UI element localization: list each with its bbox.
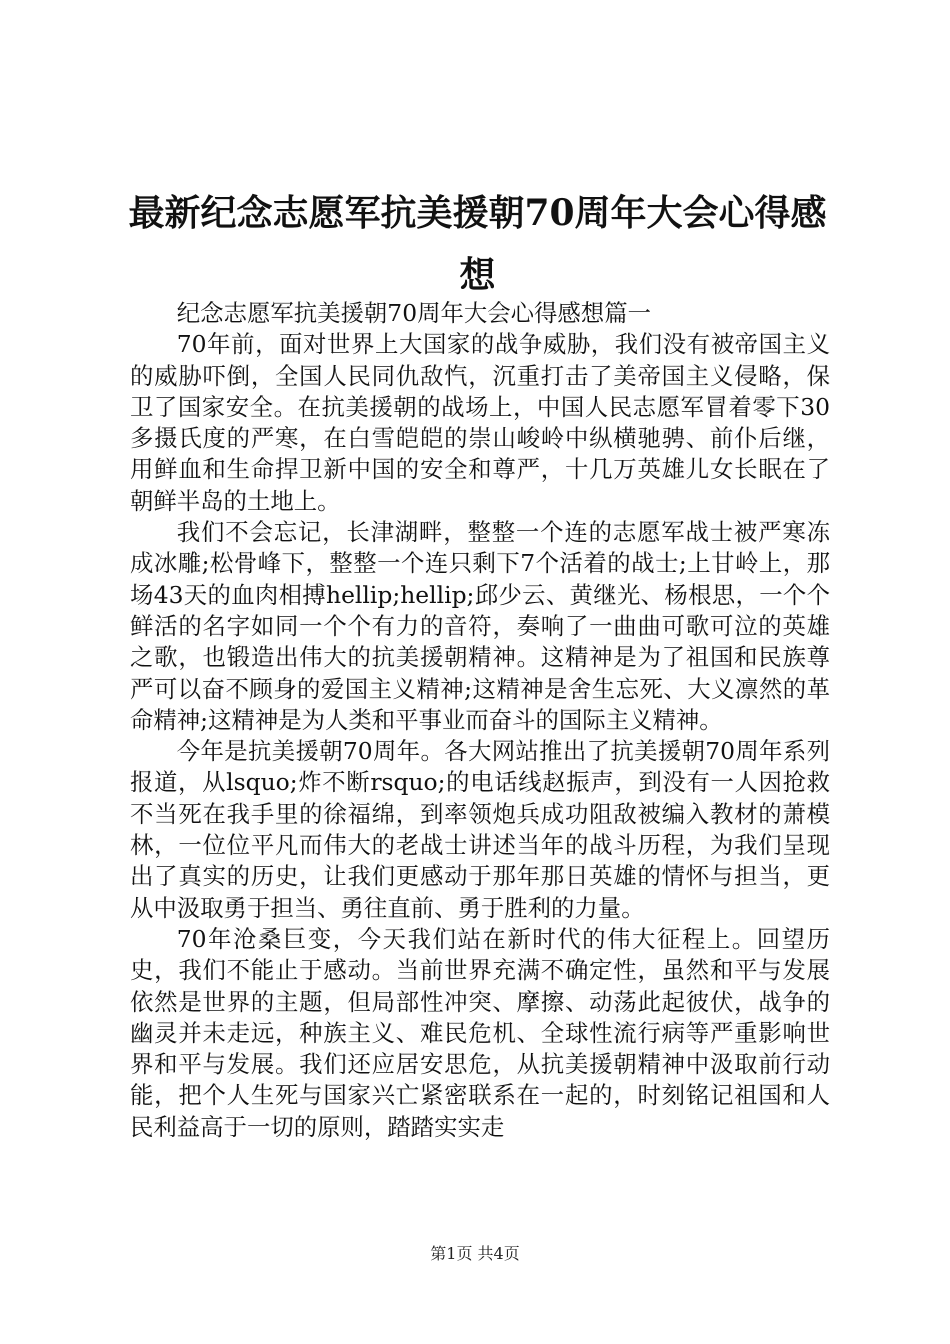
document-title: 最新纪念志愿军抗美援朝70周年大会心得感想 (128, 192, 827, 296)
section-heading: 纪念志愿军抗美援朝70周年大会心得感想篇一 (176, 299, 651, 327)
document-body (130, 298, 830, 1143)
body-paragraph: 70年沧桑巨变，今天我们站在新时代的伟大征程上。回望历史，我们不能止于感动。当前世界充满不确定性，虽然和平与发展依然是世界的主题，但局部性冲突、摩擦、动荡此起彼伏，战争的幽灵并未走远，种族主义、难民危机、全球性流行病等严重影响世界和平与发展。我们还应居安思危，从抗美援朝精神中汲取前行动能，把个人生死与国家兴亡紧密联系在一起的，时刻铭记祖国和人民利益高于一切的原则，踏踏实实走 (130, 924, 830, 1141)
body-paragraph: 今年是抗美援朝70周年。各大网站推出了抗美援朝70周年系列报道，从lsquo;炸不断rsquo;的电话线赵振声，到没有一人因抢救不当死在我手里的徐福绵，到率领炮兵成功阻敌被编入教材的萧模林，一位位平凡而伟大的老战士讲述当年的战斗历程，为我们呈现出了真实的历史，让我们更感动于那年那日英雄的情怀与担当，更从中汲取勇于担当、勇往直前、勇于胜利的力量。 (130, 737, 830, 922)
page-footer: 第1页 共4页 (430, 1244, 520, 1263)
body-paragraph: 70年前，面对世界上大国家的战争威胁，我们没有被帝国主义的威胁吓倒，全国人民同仇敌忾，沉重打击了美帝国主义侵略，保卫了国家安全。在抗美援朝的战场上，中国人民志愿军冒着零下30多摄氏度的严寒，在白雪皑皑的崇山峻岭中纵横驰骋、前仆后继，用鲜血和生命捍卫新中国的安全和尊严，十几万英雄儿女长眠在了朝鲜半岛的土地上。 (130, 330, 830, 515)
body-paragraph: 我们不会忘记，长津湖畔，整整一个连的志愿军战士被严寒冻成冰雕;松骨峰下，整整一个连只剩下7个活着的战士;上甘岭上，那场43天的血肉相搏hellip;hellip;邱少云、黄继光、杨根思，一个个鲜活的名字如同一个个有力的音符，奏响了一曲曲可歌可泣的英雄之歌，也锻造出伟大的抗美援朝精神。这精神是为了祖国和民族尊严可以奋不顾身的爱国主义精神;这精神是舍生忘死、大义凛然的革命精神;这精神是为人类和平事业而奋斗的国际主义精神。 (130, 518, 830, 734)
